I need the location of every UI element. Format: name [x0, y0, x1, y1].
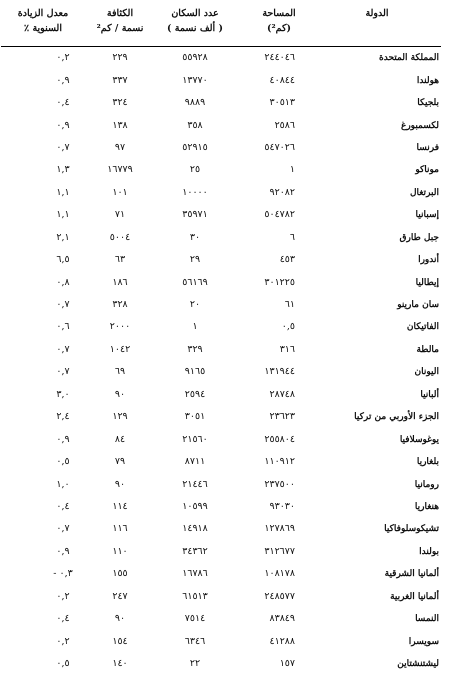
table-row [1, 563, 441, 585]
cell-population: ٢٥ [155, 159, 235, 181]
cell-density: ٢٠٠٠ [85, 316, 155, 338]
cell-area: ٢٥٨٦ [235, 114, 323, 136]
cell-population: ٦٣٤٦ [155, 630, 235, 652]
cell-growth: ٠,٩ [1, 541, 85, 563]
cell-population: ٥٢٩١٥ [155, 137, 235, 159]
cell-population: ٢١٤٤٦ [155, 473, 235, 495]
header-population-title: عدد السكان [155, 6, 235, 21]
table-row [1, 518, 441, 540]
cell-country: تشيكوسلوفاكيا [323, 518, 441, 540]
cell-country: النمسا [323, 608, 441, 630]
cell-growth: ٠,٦ [1, 316, 85, 338]
cell-growth: ٠,٨ [1, 271, 85, 293]
cell-growth: ٠,٩ [1, 114, 85, 136]
cell-density: ٢٤٧ [85, 586, 155, 608]
table-row [1, 361, 441, 383]
cell-population: ٢٥٩٤ [155, 384, 235, 406]
cell-growth: ٠,٩ [1, 69, 85, 91]
cell-population: ١٦٧٨٦ [155, 563, 235, 585]
cell-growth: ٠,٢ [1, 47, 85, 70]
cell-density: ١٣٨ [85, 114, 155, 136]
cell-area: ٩٣٠٣٠ [235, 496, 323, 518]
cell-area: ١٠٨١٧٨ [235, 563, 323, 585]
cell-density: ١١٠ [85, 541, 155, 563]
cell-area: ٢٣٦٢٣ [235, 406, 323, 428]
cell-density: ٩٠ [85, 608, 155, 630]
table-row [1, 384, 441, 406]
cell-country: إسبانيا [323, 204, 441, 226]
cell-population: ٩٨٨٩ [155, 92, 235, 114]
cell-population: ٥٦١٦٩ [155, 271, 235, 293]
cell-density: ٨٤ [85, 428, 155, 450]
header-growth [1, 6, 85, 36]
table-row [1, 249, 441, 271]
cell-growth: ٠,٥ [1, 653, 85, 675]
cell-density: ٩٧ [85, 137, 155, 159]
cell-area: ٣٠١٢٢٥ [235, 271, 323, 293]
table-row [1, 294, 441, 316]
header-area-title: المساحة [235, 6, 323, 21]
cell-density: ٦٩ [85, 361, 155, 383]
table-row [1, 473, 441, 495]
table-row [1, 159, 441, 181]
cell-country: جبل طارق [323, 227, 441, 249]
cell-density: ١٥٥ [85, 563, 155, 585]
cell-area: ٤١٢٨٨ [235, 630, 323, 652]
cell-growth: ٠,٤ [1, 608, 85, 630]
cell-growth: ١,٣ [1, 159, 85, 181]
cell-area: ١١٠٩١٢ [235, 451, 323, 473]
cell-country: إيطاليا [323, 271, 441, 293]
cell-country: الفاتيكان [323, 316, 441, 338]
cell-country: فرنسا [323, 137, 441, 159]
cell-growth: ٠,٧ [1, 518, 85, 540]
table-row [1, 316, 441, 338]
cell-area: ٦ [235, 227, 323, 249]
cell-population: ٨٧١١ [155, 451, 235, 473]
cell-area: ٠,٥ [235, 316, 323, 338]
cell-growth: ٣,٠ [1, 384, 85, 406]
table-row [1, 541, 441, 563]
cell-country: المملكة المتحدة [323, 47, 441, 70]
cell-density: ٣٢٤ [85, 92, 155, 114]
cell-country: سويسرا [323, 630, 441, 652]
table-row [1, 204, 441, 226]
table-row [1, 69, 441, 91]
table-row [1, 496, 441, 518]
table-row [1, 586, 441, 608]
cell-area: ٤٠٨٤٤ [235, 69, 323, 91]
cell-growth: ٠,٣ - [1, 563, 85, 585]
cell-country: هنغاريا [323, 496, 441, 518]
cell-area: ٨٣٨٤٩ [235, 608, 323, 630]
cell-density: ٩٠ [85, 473, 155, 495]
cell-country: بولندا [323, 541, 441, 563]
cell-country: الجزء الأوربي من تركيا [323, 406, 441, 428]
cell-area: ١٥٧ [235, 653, 323, 675]
table-row [1, 339, 441, 361]
cell-population: ٦١٥١٣ [155, 586, 235, 608]
cell-population: ٧٥١٤ [155, 608, 235, 630]
cell-country: اليونان [323, 361, 441, 383]
cell-density: ٧٩ [85, 451, 155, 473]
header-density-title: الكثافة [85, 6, 155, 21]
cell-population: ٣٥٨ [155, 114, 235, 136]
cell-density: ٦٣ [85, 249, 155, 271]
cell-area: ٣٠٥١٣ [235, 92, 323, 114]
cell-population: ١٠٥٩٩ [155, 496, 235, 518]
cell-country: بلجيكا [323, 92, 441, 114]
cell-population: ٢٩ [155, 249, 235, 271]
header-population [155, 6, 235, 36]
cell-country: سان مارينو [323, 294, 441, 316]
cell-growth: ٠,٥ [1, 451, 85, 473]
cell-population: ٣٠ [155, 227, 235, 249]
cell-density: ١٠٤٢ [85, 339, 155, 361]
cell-density: ١١٦ [85, 518, 155, 540]
cell-population: ٢٢ [155, 653, 235, 675]
cell-country: ألمانيا الشرقية [323, 563, 441, 585]
header-area-unit: (كم²) [235, 21, 323, 36]
cell-area: ٢٤٨٥٧٧ [235, 586, 323, 608]
cell-population: ٣٢٩ [155, 339, 235, 361]
cell-density: ١٥٤ [85, 630, 155, 652]
cell-population: ١٤٩١٨ [155, 518, 235, 540]
cell-area: ١٢٧٨٦٩ [235, 518, 323, 540]
table-header [1, 6, 441, 47]
header-growth-unit: السنوية ٪ [1, 21, 85, 36]
table-row [1, 182, 441, 204]
cell-area: ٢٨٧٤٨ [235, 384, 323, 406]
cell-area: ٩٢٠٨٢ [235, 182, 323, 204]
cell-density: ٩٠ [85, 384, 155, 406]
table-row [1, 630, 441, 652]
table-row [1, 653, 441, 675]
table-row [1, 114, 441, 136]
cell-growth: ٠,٧ [1, 339, 85, 361]
cell-density: ٣٣٧ [85, 69, 155, 91]
cell-area: ٢٥٥٨٠٤ [235, 428, 323, 450]
cell-country: أندورا [323, 249, 441, 271]
cell-country: يوغوسلافيا [323, 428, 441, 450]
header-growth-title: معدل الزيادة [1, 6, 85, 21]
cell-growth: ٠,٧ [1, 294, 85, 316]
cell-country: هولندا [323, 69, 441, 91]
cell-area: ٣١٢٦٧٧ [235, 541, 323, 563]
cell-country: موناكو [323, 159, 441, 181]
cell-growth: ٢,١ [1, 227, 85, 249]
cell-country: بلغاريا [323, 451, 441, 473]
cell-density: ٥٠٠٤ [85, 227, 155, 249]
cell-area: ٤٥٣ [235, 249, 323, 271]
cell-area: ٥٤٧٠٢٦ [235, 137, 323, 159]
cell-area: ١٣١٩٤٤ [235, 361, 323, 383]
table-row [1, 47, 441, 70]
cell-country: رومانيا [323, 473, 441, 495]
cell-growth: ٠,٧ [1, 137, 85, 159]
cell-density: ١٤٠ [85, 653, 155, 675]
cell-country: لكسمبورغ [323, 114, 441, 136]
table-row [1, 451, 441, 473]
cell-area: ٣١٦ [235, 339, 323, 361]
cell-growth: ٠,٢ [1, 630, 85, 652]
cell-population: ٩١٦٥ [155, 361, 235, 383]
cell-population: ٢١٥٦٠ [155, 428, 235, 450]
cell-density: ١٢٩ [85, 406, 155, 428]
cell-density: ١٨٦ [85, 271, 155, 293]
cell-density: ٢٢٩ [85, 47, 155, 70]
table-row [1, 608, 441, 630]
cell-area: ٢٤٤٠٤٦ [235, 47, 323, 70]
cell-population: ١٣٧٧٠ [155, 69, 235, 91]
cell-area: ١ [235, 159, 323, 181]
cell-population: ٣٤٣٦٢ [155, 541, 235, 563]
cell-growth: ١,١ [1, 182, 85, 204]
header-density [85, 6, 155, 36]
cell-area: ٦١ [235, 294, 323, 316]
cell-country: ألبانيا [323, 384, 441, 406]
cell-country: ألمانيا الغربية [323, 586, 441, 608]
cell-country: البرتغال [323, 182, 441, 204]
header-population-unit: ( ألف نسمة ) [155, 21, 235, 36]
population-table [1, 6, 441, 675]
cell-growth: ٦,٥ [1, 249, 85, 271]
cell-density: ١١٤ [85, 496, 155, 518]
cell-growth: ٠,٧ [1, 361, 85, 383]
table-row [1, 428, 441, 450]
cell-country: مالطة [323, 339, 441, 361]
cell-population: ٣٥٩٧١ [155, 204, 235, 226]
cell-growth: ١,٠ [1, 473, 85, 495]
cell-population: ٣٠٥١ [155, 406, 235, 428]
cell-density: ١٠١ [85, 182, 155, 204]
cell-density: ١٦٧٧٩ [85, 159, 155, 181]
cell-area: ٥٠٤٧٨٢ [235, 204, 323, 226]
cell-growth: ٠,٤ [1, 496, 85, 518]
table-row [1, 271, 441, 293]
cell-density: ٧١ [85, 204, 155, 226]
cell-growth: ٢,٤ [1, 406, 85, 428]
table-row [1, 406, 441, 428]
header-country: الدولة [323, 6, 441, 36]
cell-growth: ٠,٢ [1, 586, 85, 608]
cell-growth: ٠,٤ [1, 92, 85, 114]
cell-country: ليشتنشتاين [323, 653, 441, 675]
header-rule [1, 36, 441, 47]
table-row [1, 92, 441, 114]
header-density-unit: نسمة / كم² [85, 21, 155, 36]
cell-population: ٢٠ [155, 294, 235, 316]
table-row [1, 137, 441, 159]
cell-population: ٥٥٩٢٨ [155, 47, 235, 70]
cell-population: ١٠٠٠٠ [155, 182, 235, 204]
cell-growth: ١,١ [1, 204, 85, 226]
table-body [1, 47, 441, 675]
table-row [1, 227, 441, 249]
header-area [235, 6, 323, 36]
cell-density: ٣٢٨ [85, 294, 155, 316]
cell-population: ١ [155, 316, 235, 338]
cell-area: ٢٣٧٥٠٠ [235, 473, 323, 495]
cell-growth: ٠,٩ [1, 428, 85, 450]
